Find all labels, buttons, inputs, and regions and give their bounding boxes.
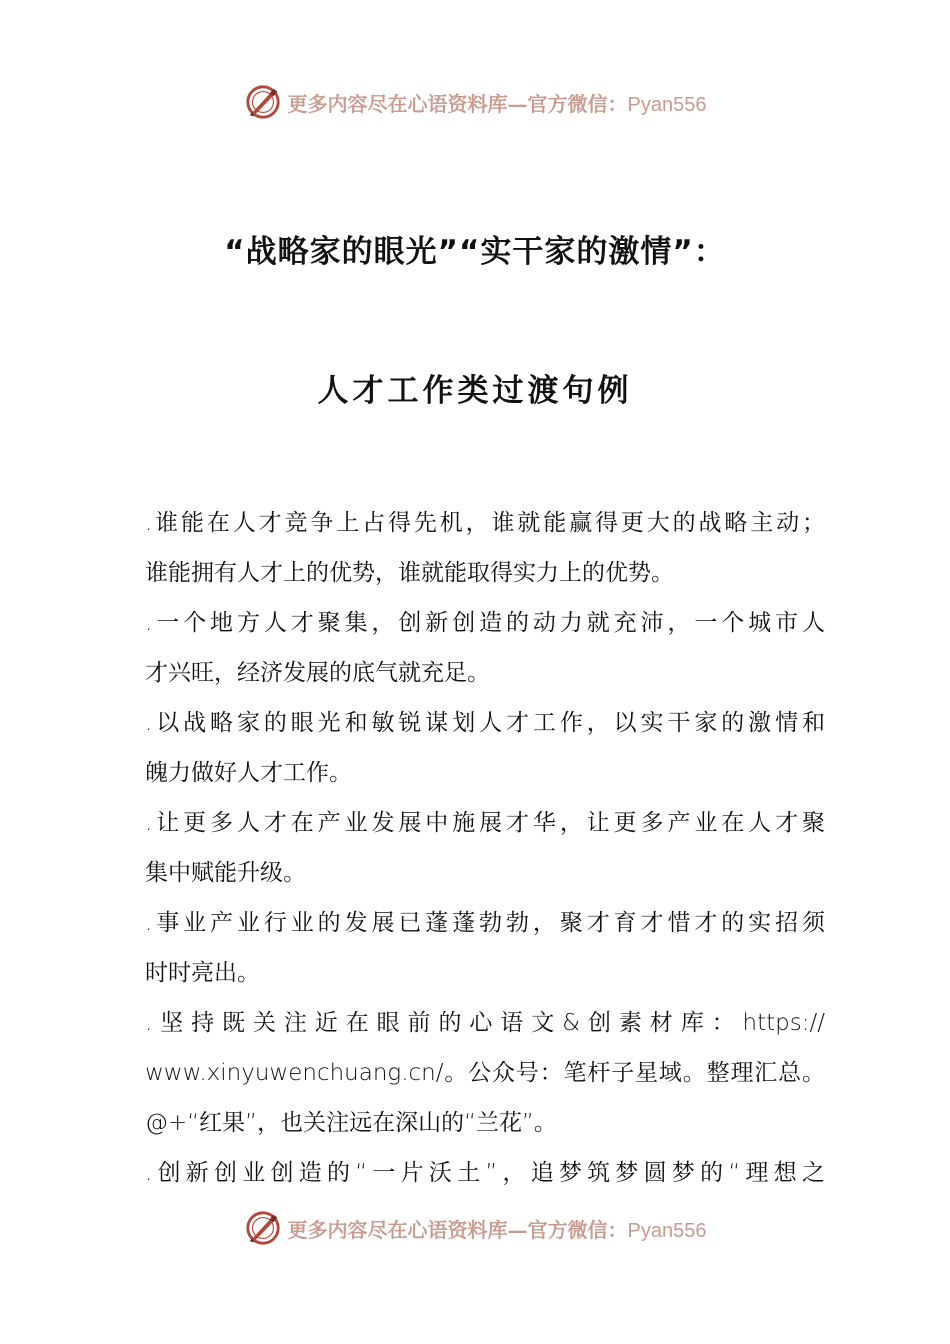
footer-watermark [0,1208,950,1248]
body-line: @+“红果”，也关注远在深山的“兰花”。 [145,1110,557,1136]
watermark-text-cn: 更多内容尽在心语资料库—官方微信： [287,91,628,116]
body-line: 魄力做好人才工作。 [145,760,352,786]
document-title-line-2: 人才工作类过渡句例 [317,373,633,409]
body-line: .坚持既关注近在眼前的心语文&创素材库：https:// [145,1010,825,1036]
body-line: .以战略家的眼光和敏锐谋划人才工作，以实干家的激情和 [145,710,825,736]
body-line: .创新创业创造的“一片沃土”，追梦筑梦圆梦的“理想之 [145,1160,825,1186]
watermark-wechat-id: Pyan556 [627,1219,707,1242]
quill-pen-seal-icon [244,1209,282,1247]
document-body [145,498,825,1198]
body-line: 才兴旺，经济发展的底气就充足。 [145,660,490,686]
header-watermark [0,82,950,122]
quill-pen-seal-icon [244,83,282,121]
watermark-text-cn: 更多内容尽在心语资料库—官方微信： [287,1217,628,1242]
body-line: 谁能拥有人才上的优势，谁就能取得实力上的优势。 [145,560,674,586]
body-line: 时时亮出。 [145,960,260,986]
watermark-text [288,88,707,117]
body-line: .一个地方人才聚集，创新创造的动力就充沛，一个城市人 [145,610,825,636]
body-line: www.xinyuwenchuang.cn/。公众号：笔杆子星域。整理汇总。 [145,1060,825,1086]
watermark-text [288,1214,707,1243]
watermark-wechat-id: Pyan556 [627,93,707,116]
document-title-line-1: “战略家的眼光”“实干家的激情”： [224,234,726,270]
body-line: .事业产业行业的发展已蓬蓬勃勃，聚才育才惜才的实招须 [145,910,825,936]
body-line: 集中赋能升级。 [145,860,306,886]
body-line: .让更多人才在产业发展中施展才华，让更多产业在人才聚 [145,810,825,836]
body-line: .谁能在人才竞争上占得先机，谁就能赢得更大的战略主动； [145,510,825,536]
